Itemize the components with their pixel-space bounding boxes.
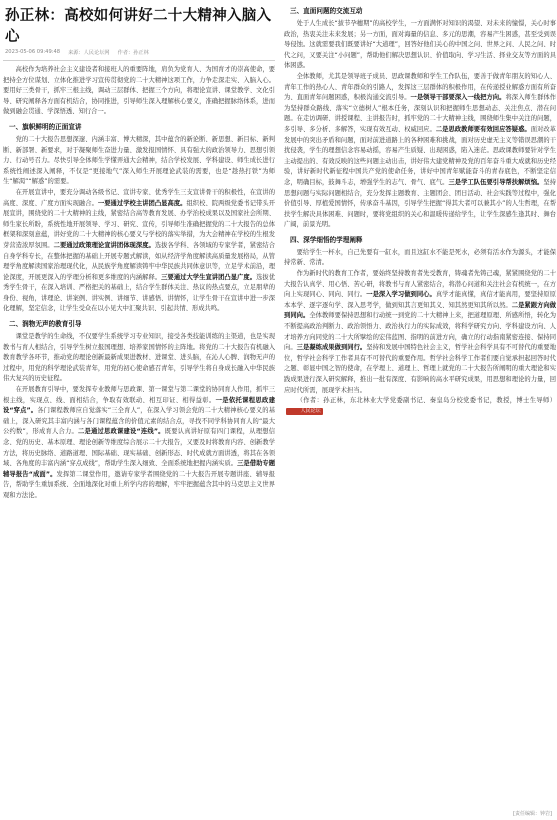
responsible-editor: [责任编辑：钟岩] — [513, 811, 552, 817]
paragraph-text: 面对改革发展中的突出矛盾和问题，面对前进道路上的各种困难和挑战，面对历史虚无主义等错误思潮的干扰侵袭，学生的理想信念容易动摇，容易产生质疑、出现困惑，陷入迷茫。思政课教师要针对学生主动提出的、有效反映的这些问题主动出击，讲好伟大建党精神及党的百年奋斗重大成就和历史经验，讲好新时代新征程中国共产党的使命任务，讲好中国青年赋能奋斗的青春底色，不断坚定信念，明确目标，鼓舞斗志，增强学生的志气、骨气、底气。 — [284, 125, 557, 186]
paragraph-text: 组织校、院两级党委书记带头开展宣讲，围绕党的二十大精神的主线，紧密结合高等教育发展、办学治校成果以及国家社会所期、师生家长所盼，系统性地开展领导、学习、研究、宣传，引导师生准确把握党的二十大报告的总体框架和深刻意蕴，讲好党的二十大精神的核心要义与学校的落实举措，为大会精神在学校的生根发芽营造浓厚氛围。 — [3, 199, 276, 249]
title-divider — [3, 60, 275, 61]
paragraph-text: 全体教师，尤其是领导班子成员、思政课教师和学生工作队伍，要善于做青年朋友的知心人、青年工作的热心人、青年群众的引路人，发挥这三层群体的积极作用，在传递授业解惑方面有所奋为、直面青年问题困惑，积极沟通交流引导。 — [284, 72, 556, 102]
article-source: 来源：人民论坛网 — [68, 50, 110, 56]
article-meta — [5, 49, 275, 56]
key-point-text: 一是深入学习做到同心。 — [366, 291, 436, 299]
section-heading: 一、旗帜鲜明的正面宣讲 — [9, 122, 82, 131]
section-heading: 三、直面问题的交流互动 — [290, 7, 363, 15]
body-paragraph — [3, 188, 275, 315]
paragraph-text: 课堂是教学的生命线，不仅要学生系统学习专业知识，接受各类技能训练的主渠道，也是实现教书与育人相结合，引导学生树立报国理想、培养家国情怀的主阵地。将党的二十大报告有机融入教育教学各环节，推动党的理论创新最新成果进教材、进课堂、进头脑，在沁人心脾、润物无声的过程中，用党的科学理论武装青年，用党的初心使命感召青年，引导学生将自身成长融入中华民族伟大复兴的历史征程。 — [3, 333, 275, 383]
author-note-text: （作者：孙正林，东北林业大学党委副书记、秦皇岛分校党委书记，教授，博士生导师） — [296, 397, 556, 405]
article-title: 孙正林：高校如何讲好二十大精神入脑入心 — [5, 7, 272, 45]
key-point-text: 三要通过大学生宣讲团凸显广度。 — [161, 273, 257, 281]
key-point-text: 二是紧跟方向做到同向。 — [284, 301, 557, 320]
left-column — [3, 0, 275, 502]
paragraph-text: 选拔各学科、各领域的专家学者，紧密结合自身学科专长，在整体把握的基础上开展专题式解读，如从经济学角度解读高质量发展格局，从管理学角度解读国家治理现代化，从民族学角度解读铸牢中华民族共同体意识等，立足学术前沿，理论深度，开展更深入的学理分析和更多维度的内涵解释。 — [3, 241, 276, 281]
right-sections — [284, 6, 556, 396]
body-paragraph — [3, 332, 275, 385]
paragraph-text: 既要认真讲好原有四门课程，从理想信念、党的历史、基本原理、理论创新等维度综合展示二十大报告，又要及时将教育内容、创新教学方法，将历史脉络、道路道理、国际基础、现实基础、创新形态、时代成就方面讲透，将其在各领域、各角度的丰富内涵“穿点成线”，帮助学生深入细致、全面系统地把握内涵实质。 — [3, 428, 276, 468]
left-sections — [3, 122, 275, 502]
key-point-text: 一是依托课程思政建设“穿点”。 — [3, 396, 275, 415]
paragraph-text: 全体教师要保持思想和行动统一到党的二十大精神上来，把道理原理、所感所悟，转化为不断提高政治判断力、政治领悟力、政治执行力的实际成效，将科学研究方向、学科建设方向、人才培养方向同党的二十大所擘绘的宏伟蓝图、指明的前进方向，确立的行动指南紧密连接、保持同向。 — [284, 312, 557, 352]
source-stamp: 人民论坛 — [286, 408, 323, 415]
paragraph-text: 党的二十大报告思想深邃、内涵丰富、博大精深，其中蕴含的新论断、新思想、新目标、新判断、新部署、新要求，对于凝聚师生奋进力量、激发报国情怀、具有强大的政治领导力、思想引领力、行动号召力。尽快引导全体师生学懂弄通大会精神，结合学校发展、学科建设、师生成长进行系统性阐述深入阐释，不仅是“更接地气”深入师生开展理论武装的需要，也是“趁热打铁”为师生“解渴”“解惑”的需要。 — [3, 135, 275, 186]
paragraph-text: 在开展宣讲中，要充分调动各级书记、宣讲专家、优秀学生三支宣讲骨干的积极性，在宣讲的高度、深度、广度方面实现融合。 — [3, 188, 275, 207]
paragraph-text: 各门课程教师应自觉落实“三全育人”，在深入学习领会党的二十大精神核心要义的基础上，深入研究其丰富内涵与各门课程蕴含的价值元素的结合点，寻找不同学科协同育人的“最大公约数”，形成育人合力。 — [3, 407, 276, 436]
key-point-text: 一是领导干部要深入一线把方向。 — [410, 94, 506, 102]
section-heading: 四、深学细悟的学理阐释 — [290, 235, 363, 244]
body-paragraph — [284, 72, 556, 231]
paragraph-text: 将深入师生群体作为坚持群众路线、落实“立德树人”根本任务，深刻认识和把握师生思想动态、关注焦点、潜在问题。在走访调研、讲授课程、主讲报告时，抓牢党的二十大精神主线，围绕师生集中关注的问题，多引导、多分析、多解答，实现有效互动、权威回应。 — [284, 94, 557, 133]
intro-paragraph: 高校作为培养社会主义建设者和接班人的重要阵地，肩负为党育人、为国育才的崇高使命，要把持全方位谋划、立体化推进学习宣传贯彻党的二十大精神这项工作，力争走深走实、入脑入心。要用好三类骨干，抓牢三根主线，调动三层群体、把握三个方向，将理论宣讲、课堂教学、文化引导、研究阐释各方面有机结合，协同推进，引导师生深入理解核心要义，准确把握脉络体系，进而做到融会贯通、学深悟透、知行合一。 — [3, 66, 275, 116]
paragraph-text: 处于人生成长“拔节孕穗期”的高校学生，一方面满怀对知识的渴望、对未来的憧憬，关心时事政治，热衷关注未来发展；另一方面，面对海量的信息、多元的思潮，容易产生困惑，甚至受到误导侵蚀。这就需要我们既要讲好“大道理”，回答好他们关心的中国之问、世界之问、人民之问、时代之问，又要关注“小问题”，帮助他们解决思想认识、价值取向、学习生活、择业交友等方面的具体困惑。 — [284, 20, 556, 70]
paragraph-text: 坚持和发展中国特色社会主义，哲学社会科学具有不可替代的重要地位，哲学社会科学工作者具有不可替代的重要作用。哲学社会科学工作者们要自觉承担起回答时代之题、彰显中国之智的使命，在学理上、道理上、哲理上就党的二十大报告所阐明的重大理论和实践成果进行深入研究解释，推出一批有深度、有影响的高水平研究成果，用思想和理论的力量，回应时代所需，展现学术担当。 — [284, 344, 557, 394]
key-point-text: 三是学工队伍要引导帮扶解烦恼。 — [448, 178, 544, 186]
publish-date: 2023-05-06 09:49:48 — [5, 49, 61, 55]
paragraph-text: 要给学生一杯水，自己先要有一缸水，而且这缸水不能是死水，必须有活水作为源头，才能保持常新、常清。 — [284, 248, 556, 267]
paragraph-text: 作为新时代的教育工作者，要始终坚持教育者先受教育，铸魂者先铸己魂，紧紧围绕党的二十大报告认真学、用心悟、苦心研，将教书与育人紧密结合，将潜心问道和关注社会有机统一，在方向上实现同心、同向、同行。 — [284, 270, 556, 299]
body-paragraph — [284, 269, 556, 396]
key-point-text: 一要通过学校主讲团凸显高度。 — [97, 199, 187, 207]
paragraph-text: 发挥第二课堂作用，邀请专家学者围绕党的二十大报告开展专题讲座、辅导报告，帮助学生重加系统、全面地深化对重上所学内容的理解，牢牢把握蕴含其中的马克思主义世界观和方法论。 — [3, 470, 275, 499]
article-author: 作者：孙正林 — [117, 50, 149, 56]
right-column — [284, 2, 556, 417]
paragraph-text: 选拔优秀学生骨干，在深入培训、严格把关的基础上，结合学生群体关注、热议的热点要点，立足朋辈的身份、视角，讲理论、讲案例、讲实例、讲细节、讲感悟、讲情怀，让学生骨干在宣讲中进一步深化理解，坚定信念，让学生受众在以小见大中汇聚共识、引起共情、形成共鸣。 — [3, 273, 276, 313]
key-point-text: 三是借助专题辅导报告“成面”。 — [3, 460, 276, 478]
section-heading: 二、润物无声的教育引导 — [9, 320, 82, 329]
author-note — [284, 396, 556, 417]
key-point-text: 二是思政教师要有效回应答疑惑。 — [435, 125, 531, 133]
key-point-text: 三是凝练成果做到同行。 — [296, 344, 367, 352]
body-paragraph — [3, 385, 275, 502]
paragraph-text: 在开展教育引导中，要发挥专业教师与思政课、第一课堂与第二课堂的协同育人作用，抓牢三根主线，实现点、线、面相结合，争取有效联动、相互印证、相得益彰。 — [3, 386, 275, 404]
body-paragraph — [284, 248, 556, 269]
key-point-text: 二是通过思政课建设“连线”。 — [77, 428, 165, 436]
body-paragraph — [284, 19, 556, 72]
body-paragraph — [3, 135, 275, 188]
paragraph-text: 坚持思想问题与实际问题相结合，充分发挥主题教育、主题团会、团日活动、社会实践等过程中，强化价值引导、厚植爱国情怀，传承奋斗基因，引导学生把握“得其大者可以兼其小”的人生哲理，在帮扶学生解决具体困难、问题时，要将党组织的关心和温暖传递给学生，让学生深感生逢其时、舞台广阔，前景光明。 — [284, 178, 557, 229]
key-point-text: 二要通过政策理论宣讲团体现深度。 — [53, 241, 155, 249]
paragraph-text: 真学才能真懂，真信才能真用，要坚持原原本本学、逐字逐句学、深入思考学，做到知其言更知其义、知其然更知其所以然。 — [284, 291, 557, 309]
